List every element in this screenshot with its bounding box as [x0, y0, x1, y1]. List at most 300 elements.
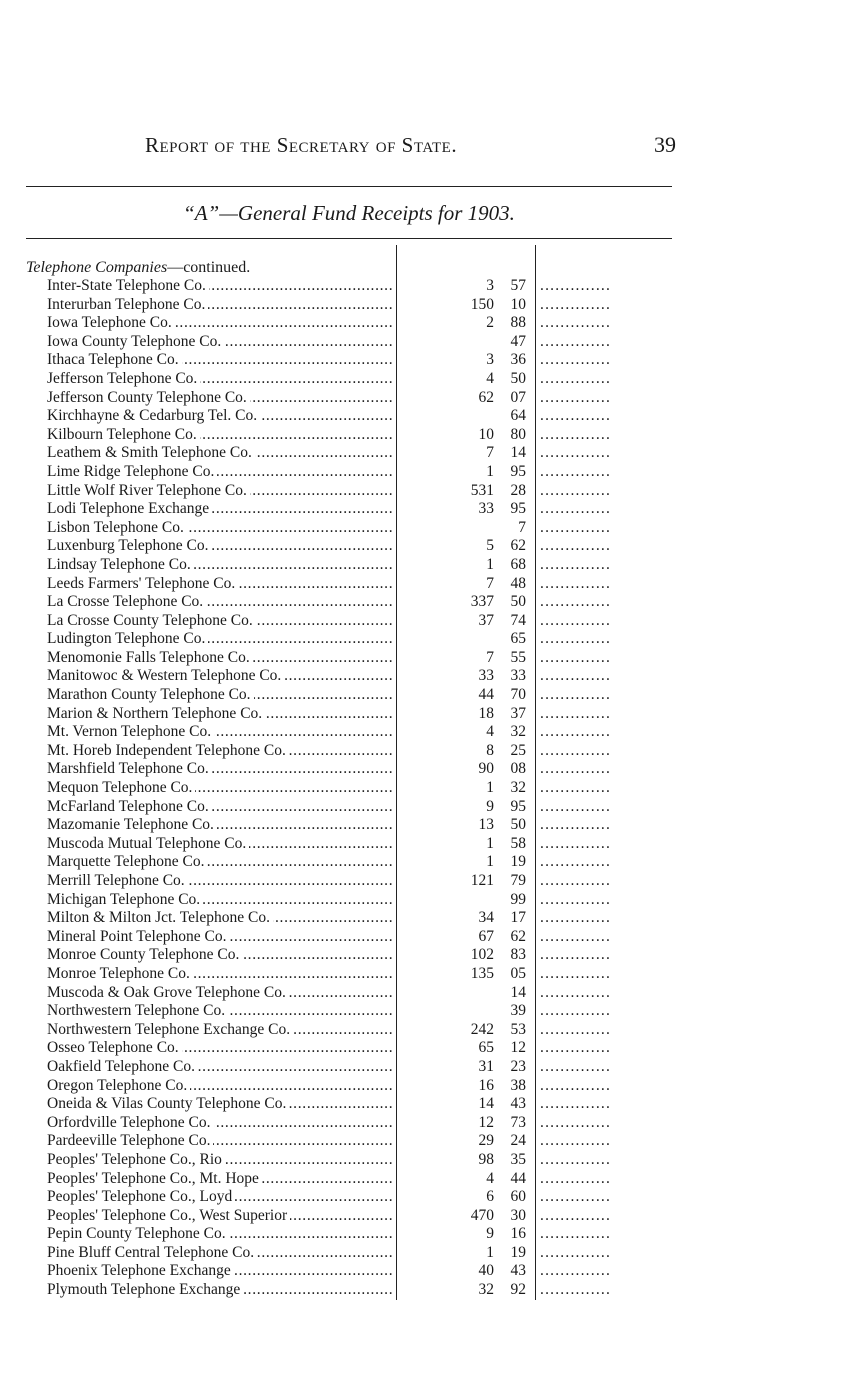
amount-dollars: 40 — [478, 1262, 494, 1280]
leader-dots: .............. — [540, 760, 612, 778]
leader-dots: .............. — [540, 927, 612, 945]
company-name-cell — [47, 630, 393, 649]
company-name-cell — [47, 1244, 393, 1263]
table-row — [0, 1281, 844, 1300]
amount-cents: 44 — [510, 1169, 526, 1187]
amount-dollars: 150 — [470, 295, 494, 313]
company-name-cell — [47, 556, 393, 575]
leader-dots: .............. — [540, 500, 612, 518]
amount-dollars: 5 — [486, 537, 494, 555]
company-name: Inter-State Telephone Co. — [47, 277, 209, 294]
table-row — [0, 1114, 844, 1133]
company-name: Peoples' Telephone Co., West Superior — [47, 1207, 290, 1224]
amount-dollars: 2 — [486, 314, 494, 332]
company-name: Muscoda & Oak Grove Telephone Co. — [47, 984, 289, 1001]
table-row — [0, 853, 844, 872]
table-row — [0, 872, 844, 891]
table-row — [0, 742, 844, 761]
leader-dots: .............. — [540, 1225, 612, 1243]
amount-dollars: 32 — [478, 1281, 494, 1299]
company-name: Leathem & Smith Telephone Co. — [47, 444, 255, 461]
amount-dollars: 242 — [470, 1020, 494, 1038]
amount-dollars: 7 — [486, 648, 494, 666]
amount-cents: 47 — [510, 332, 526, 350]
company-name-cell — [47, 928, 393, 947]
leader-dots: .............. — [540, 1113, 612, 1131]
table-row — [0, 649, 844, 668]
table-row — [0, 1225, 844, 1244]
company-name: Muscoda Mutual Telephone Co. — [47, 835, 249, 852]
leader-dots: .............. — [540, 555, 612, 573]
company-name-cell — [47, 1151, 393, 1170]
company-name: Little Wolf River Telephone Co. — [47, 482, 250, 499]
leader-dots: .............. — [540, 1057, 612, 1075]
amount-dollars: 13 — [478, 816, 494, 834]
amount-dollars: 18 — [478, 704, 494, 722]
amount-dollars: 67 — [478, 927, 494, 945]
table-row — [0, 556, 844, 575]
leader-dots: .............. — [540, 481, 612, 499]
company-name-cell — [47, 1188, 393, 1207]
company-name: Marathon County Telephone Co. — [47, 686, 254, 703]
leader-dots: .............. — [540, 295, 612, 313]
company-name-cell — [47, 351, 393, 370]
amount-cents: 65 — [510, 630, 526, 648]
company-name: Michigan Telephone Co. — [47, 891, 203, 908]
leader-dots: .............. — [540, 779, 612, 797]
company-name-cell — [47, 649, 393, 668]
company-name: Luxenburg Telephone Co. — [47, 537, 212, 554]
company-name-cell — [47, 1021, 393, 1040]
table-row — [0, 277, 844, 296]
leader-dots: .............. — [540, 741, 612, 759]
company-name-cell — [47, 891, 393, 910]
table-row — [0, 891, 844, 910]
amount-cents: 7 — [518, 518, 526, 536]
section-heading — [26, 259, 250, 277]
amount-cents: 48 — [510, 574, 526, 592]
amount-cents: 19 — [510, 853, 526, 871]
company-name-cell — [47, 370, 393, 389]
company-name: Ithaca Telephone Co. — [47, 351, 182, 368]
table-row — [0, 426, 844, 445]
table-row — [0, 946, 844, 965]
table-row — [0, 351, 844, 370]
amount-dollars: 16 — [478, 1076, 494, 1094]
leader-dots: .............. — [540, 537, 612, 555]
amount-dollars: 62 — [478, 388, 494, 406]
amount-dollars: 102 — [470, 946, 494, 964]
amount-cents: 37 — [510, 704, 526, 722]
company-name-cell — [47, 984, 393, 1003]
leader-dots: .............. — [540, 574, 612, 592]
company-name: Interurban Telephone Co. — [47, 296, 208, 313]
company-name: Peoples' Telephone Co., Loyd — [47, 1188, 235, 1205]
amount-cents: 55 — [510, 648, 526, 666]
table-row — [0, 1207, 844, 1226]
leader-dots: .............. — [540, 277, 612, 294]
amount-dollars: 10 — [478, 425, 494, 443]
company-name-cell — [47, 1114, 393, 1133]
table-row — [0, 1021, 844, 1040]
company-name-cell — [47, 537, 393, 556]
table-row — [0, 519, 844, 538]
amount-cents: 53 — [510, 1020, 526, 1038]
amount-cents: 12 — [510, 1039, 526, 1057]
amount-dollars: 33 — [478, 667, 494, 685]
table-row — [0, 1058, 844, 1077]
company-name-cell — [47, 1225, 393, 1244]
company-name-cell — [47, 407, 393, 426]
company-name-cell — [47, 686, 393, 705]
company-name-cell — [47, 296, 393, 315]
company-name: Plymouth Telephone Exchange — [47, 1281, 243, 1298]
company-name: Lodi Telephone Exchange — [47, 500, 212, 517]
company-name-cell — [47, 965, 393, 984]
company-name: Milton & Milton Jct. Telephone Co. — [47, 909, 273, 926]
company-name-cell — [47, 389, 393, 408]
table-row — [0, 612, 844, 631]
header-rule-top — [26, 186, 672, 187]
amount-cents: 50 — [510, 369, 526, 387]
company-name: La Crosse County Telephone Co. — [47, 612, 256, 629]
company-name: Iowa County Telephone Co. — [47, 333, 224, 350]
leader-dots: .............. — [540, 1095, 612, 1113]
table-row — [0, 909, 844, 928]
table-row — [0, 630, 844, 649]
company-name-cell — [47, 816, 393, 835]
amount-cents: 32 — [510, 779, 526, 797]
company-name: Marion & Northern Telephone Co. — [47, 705, 265, 722]
company-name: Orfordville Telephone Co. — [47, 1114, 214, 1131]
amount-dollars: 33 — [478, 500, 494, 518]
leader-dots: .............. — [540, 946, 612, 964]
amount-cents: 74 — [510, 611, 526, 629]
amount-cents: 39 — [510, 1002, 526, 1020]
table-caption: “A”—General Fund Receipts for 1903. — [183, 201, 515, 225]
company-name-cell — [47, 482, 393, 501]
company-name: Pardeeville Telephone Co. — [47, 1132, 213, 1149]
table-row — [0, 1077, 844, 1096]
company-name-cell — [47, 426, 393, 445]
amount-dollars: 1 — [486, 1243, 494, 1261]
amount-dollars: 31 — [478, 1057, 494, 1075]
company-name: Manitowoc & Western Telephone Co. — [47, 667, 284, 684]
company-name: Kirchhayne & Cedarburg Tel. Co. — [47, 407, 260, 424]
company-name-cell — [47, 742, 393, 761]
company-name: Menomonie Falls Telephone Co. — [47, 649, 253, 666]
amount-dollars: 44 — [478, 686, 494, 704]
leader-dots: .............. — [540, 611, 612, 629]
table-row — [0, 1002, 844, 1021]
leader-dots: .............. — [540, 1188, 612, 1206]
table-row — [0, 537, 844, 556]
company-name-cell — [47, 705, 393, 724]
amount-cents: 23 — [510, 1057, 526, 1075]
leader-dots: .............. — [540, 797, 612, 815]
amount-cents: 43 — [510, 1095, 526, 1113]
leader-dots: .............. — [540, 1039, 612, 1057]
leader-dots: .............. — [540, 964, 612, 982]
leader-dots: .............. — [540, 1206, 612, 1224]
amount-cents: 80 — [510, 425, 526, 443]
company-name-cell — [47, 519, 393, 538]
amount-cents: 68 — [510, 555, 526, 573]
amount-dollars: 1 — [486, 779, 494, 797]
amount-cents: 16 — [510, 1225, 526, 1243]
table-row — [0, 928, 844, 947]
leader-dots: .............. — [540, 332, 612, 350]
amount-dollars: 37 — [478, 611, 494, 629]
company-name: Lime Ridge Telephone Co. — [47, 463, 217, 480]
amount-dollars: 14 — [478, 1095, 494, 1113]
amount-dollars: 470 — [470, 1206, 494, 1224]
table-row — [0, 1188, 844, 1207]
amount-dollars: 98 — [478, 1150, 494, 1168]
amount-cents: 05 — [510, 964, 526, 982]
leader-dots: .............. — [540, 909, 612, 927]
table-row — [0, 482, 844, 501]
company-name: Northwestern Telephone Co. — [47, 1002, 228, 1019]
leader-dots: .............. — [540, 1002, 612, 1020]
table-row — [0, 314, 844, 333]
company-name: Oneida & Vilas County Telephone Co. — [47, 1095, 289, 1112]
amount-dollars: 34 — [478, 909, 494, 927]
table-row — [0, 370, 844, 389]
leader-dots: .............. — [540, 983, 612, 1001]
company-name: Oakfield Telephone Co. — [47, 1058, 198, 1075]
amount-cents: 58 — [510, 834, 526, 852]
company-name: Lisbon Telephone Co. — [47, 519, 187, 536]
table-row — [0, 798, 844, 817]
company-name: Merrill Telephone Co. — [47, 872, 188, 889]
company-name: Monroe Telephone Co. — [47, 965, 193, 982]
company-name: McFarland Telephone Co. — [47, 798, 212, 815]
amount-cents: 36 — [510, 351, 526, 369]
amount-cents: 14 — [510, 983, 526, 1001]
amount-dollars: 1 — [486, 853, 494, 871]
leader-dots: .............. — [540, 425, 612, 443]
table-row — [0, 333, 844, 352]
amount-cents: 50 — [510, 593, 526, 611]
leader-dots: .............. — [540, 593, 612, 611]
leader-dots: .............. — [540, 816, 612, 834]
table-row — [0, 705, 844, 724]
company-name-cell — [47, 760, 393, 779]
company-name: Kilbourn Telephone Co. — [47, 426, 200, 443]
amount-dollars: 7 — [486, 574, 494, 592]
header-rule-bottom — [26, 238, 672, 239]
amount-cents: 95 — [510, 462, 526, 480]
company-name-cell — [47, 1002, 393, 1021]
company-name: Ludington Telephone Co. — [47, 630, 208, 647]
company-name: Monroe County Telephone Co. — [47, 946, 242, 963]
amount-cents: 70 — [510, 686, 526, 704]
amount-cents: 28 — [510, 481, 526, 499]
amount-dollars: 1 — [486, 462, 494, 480]
table-row — [0, 835, 844, 854]
company-name-cell — [47, 1039, 393, 1058]
company-name: Iowa Telephone Co. — [47, 314, 175, 331]
company-name: Mequon Telephone Co. — [47, 779, 195, 796]
amount-dollars: 4 — [486, 723, 494, 741]
amount-cents: 62 — [510, 927, 526, 945]
amount-cents: 07 — [510, 388, 526, 406]
amount-dollars: 90 — [478, 760, 494, 778]
leader-dots: .............. — [540, 890, 612, 908]
leader-dots: .............. — [540, 407, 612, 425]
amount-cents: 24 — [510, 1132, 526, 1150]
amount-cents: 60 — [510, 1188, 526, 1206]
company-name-cell — [47, 853, 393, 872]
amount-cents: 25 — [510, 741, 526, 759]
company-name: La Crosse Telephone Co. — [47, 593, 206, 610]
company-name-cell — [47, 835, 393, 854]
table-row — [0, 667, 844, 686]
company-name: Jefferson Telephone Co. — [47, 370, 200, 387]
amount-cents: 38 — [510, 1076, 526, 1094]
amount-dollars: 9 — [486, 797, 494, 815]
receipts-table — [0, 277, 844, 1300]
company-name-cell — [47, 1262, 393, 1281]
company-name: Leeds Farmers' Telephone Co. — [47, 575, 238, 592]
table-row — [0, 500, 844, 519]
leader-dots: .............. — [540, 314, 612, 332]
amount-cents: 30 — [510, 1206, 526, 1224]
company-name: Oregon Telephone Co. — [47, 1077, 190, 1094]
leader-dots: .............. — [540, 834, 612, 852]
table-row — [0, 779, 844, 798]
leader-dots: .............. — [540, 369, 612, 387]
amount-dollars: 4 — [486, 1169, 494, 1187]
amount-cents: 95 — [510, 500, 526, 518]
table-row — [0, 1132, 844, 1151]
table-row — [0, 389, 844, 408]
running-head-title: Report of the Secretary of State. — [145, 133, 458, 157]
leader-dots: .............. — [540, 1132, 612, 1150]
amount-dollars: 8 — [486, 741, 494, 759]
amount-cents: 17 — [510, 909, 526, 927]
leader-dots: .............. — [540, 648, 612, 666]
company-name-cell — [47, 1207, 393, 1226]
leader-dots: .............. — [540, 1243, 612, 1261]
amount-cents: 10 — [510, 295, 526, 313]
leader-dots: .............. — [540, 1150, 612, 1168]
company-name: Peoples' Telephone Co., Rio — [47, 1151, 225, 1168]
amount-dollars: 29 — [478, 1132, 494, 1150]
leader-dots: .............. — [540, 1076, 612, 1094]
company-name: Phoenix Telephone Exchange — [47, 1262, 234, 1279]
leader-dots: .............. — [540, 667, 612, 685]
company-name-cell — [47, 1281, 393, 1300]
amount-cents: 14 — [510, 444, 526, 462]
table-row — [0, 965, 844, 984]
amount-cents: 33 — [510, 667, 526, 685]
amount-cents: 88 — [510, 314, 526, 332]
company-name: Peoples' Telephone Co., Mt. Hope — [47, 1170, 262, 1187]
page-number: 39 — [654, 132, 676, 157]
leader-dots: .............. — [540, 723, 612, 741]
amount-cents: 32 — [510, 723, 526, 741]
amount-dollars: 121 — [470, 872, 494, 889]
amount-cents: 62 — [510, 537, 526, 555]
company-name: Osseo Telephone Co. — [47, 1039, 182, 1056]
company-name-cell — [47, 723, 393, 742]
table-row — [0, 444, 844, 463]
table-row — [0, 575, 844, 594]
company-name-cell — [47, 1058, 393, 1077]
table-row — [0, 407, 844, 426]
company-name: Marshfield Telephone Co. — [47, 760, 212, 777]
company-name-cell — [47, 779, 393, 798]
amount-dollars: 65 — [478, 1039, 494, 1057]
section-heading-suffix: —continued. — [167, 259, 251, 276]
amount-dollars: 531 — [470, 481, 494, 499]
leader-dots: .............. — [540, 518, 612, 536]
amount-dollars: 12 — [478, 1113, 494, 1131]
table-row — [0, 723, 844, 742]
company-name-cell — [47, 333, 393, 352]
table-row — [0, 296, 844, 315]
company-name-cell — [47, 593, 393, 612]
company-name-cell — [47, 667, 393, 686]
leader-dots: .............. — [540, 1262, 612, 1280]
amount-cents: 73 — [510, 1113, 526, 1131]
company-name: Mineral Point Telephone Co. — [47, 928, 229, 945]
amount-cents: 50 — [510, 816, 526, 834]
table-row — [0, 1170, 844, 1189]
table-row — [0, 593, 844, 612]
amount-dollars: 4 — [486, 369, 494, 387]
amount-cents: 99 — [510, 890, 526, 908]
company-name-cell — [47, 798, 393, 817]
amount-cents: 95 — [510, 797, 526, 815]
leader-dots: .............. — [540, 462, 612, 480]
amount-dollars: 7 — [486, 444, 494, 462]
table-row — [0, 1244, 844, 1263]
leader-dots: .............. — [540, 872, 612, 889]
amount-cents: 92 — [510, 1281, 526, 1299]
leader-dots: .............. — [540, 388, 612, 406]
amount-cents: 35 — [510, 1150, 526, 1168]
leader-dots: .............. — [540, 853, 612, 871]
amount-dollars: 1 — [486, 555, 494, 573]
amount-dollars: 9 — [486, 1225, 494, 1243]
company-name-cell — [47, 1132, 393, 1151]
amount-cents: 64 — [510, 407, 526, 425]
company-name-cell — [47, 444, 393, 463]
amount-dollars: 3 — [486, 351, 494, 369]
table-row — [0, 1095, 844, 1114]
company-name-cell — [47, 612, 393, 631]
company-name: Lindsay Telephone Co. — [47, 556, 194, 573]
company-name-cell — [47, 277, 393, 296]
section-heading-title: Telephone Companies — [26, 259, 168, 276]
table-row — [0, 1039, 844, 1058]
amount-cents: 57 — [510, 277, 526, 294]
leader-dots: .............. — [540, 444, 612, 462]
amount-dollars: 1 — [486, 834, 494, 852]
table-row — [0, 1151, 844, 1170]
company-name-cell — [47, 575, 393, 594]
company-name-cell — [47, 314, 393, 333]
leader-dots: .............. — [540, 686, 612, 704]
amount-dollars: 337 — [470, 593, 494, 611]
table-row — [0, 1262, 844, 1281]
leader-dots: .............. — [540, 630, 612, 648]
table-row — [0, 816, 844, 835]
company-name: Mt. Horeb Independent Telephone Co. — [47, 742, 289, 759]
